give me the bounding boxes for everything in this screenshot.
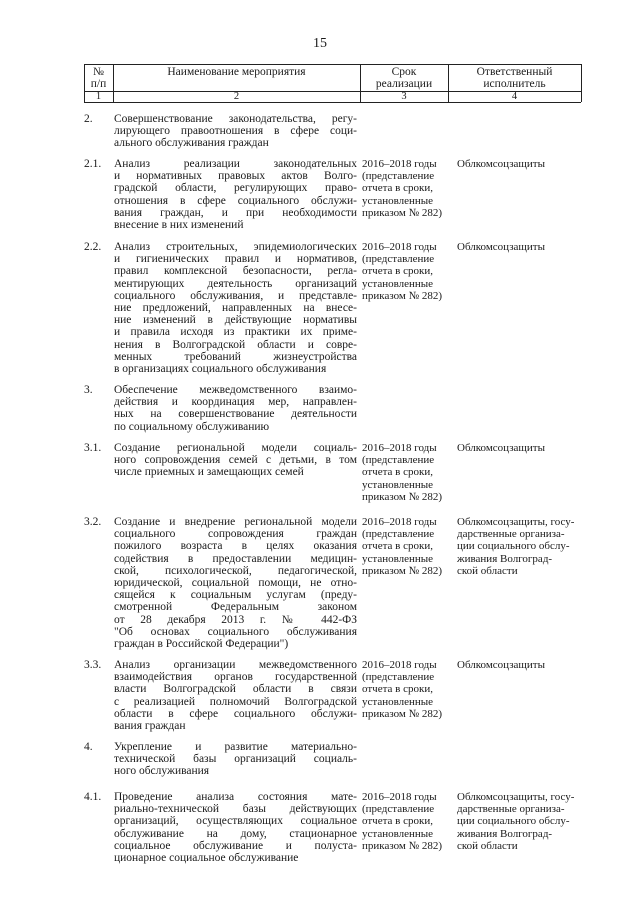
responsible-executor-line: Облкомсоцзащиты	[457, 659, 545, 671]
header-bottom-rule	[84, 102, 581, 103]
activity-name-line: ской, психологической, педагогической,	[114, 564, 357, 577]
implementation-term-line: приказом № 282)	[362, 839, 443, 852]
header-top-rule	[84, 64, 581, 65]
responsible-executor-line: дарственные организа-	[457, 528, 565, 541]
header-executor-col: Ответственный исполнитель	[476, 66, 553, 90]
activity-name-line: от 28 декабря 2013 г. № 442-ФЗ	[114, 613, 357, 626]
item-number: 3.3.	[84, 659, 102, 671]
responsible-executor-line: Облкомсоцзащиты, госу-	[457, 791, 575, 803]
activity-name-line: Обеспечение межведомственного взаимо-	[114, 384, 357, 396]
activity-name	[114, 158, 357, 231]
activity-name-line: пожилого возраста в целях оказания	[114, 540, 357, 553]
implementation-term-line: 2016–2018 годы	[362, 516, 437, 528]
implementation-term-line: установленные	[362, 194, 434, 207]
activity-name	[114, 442, 357, 479]
implementation-term-line: приказом № 282)	[362, 289, 443, 302]
activity-name-line: ционарное социальное обслуживание	[114, 852, 299, 865]
responsible-executor-line: ции социального обслу-	[457, 540, 570, 553]
implementation-term-line: отчета в сроки,	[362, 265, 433, 278]
implementation-term-line: (представление	[362, 454, 435, 467]
implementation-term-line: (представление	[362, 253, 435, 266]
activity-name-line: взаимодействия органов государственной	[114, 671, 357, 684]
responsible-executor	[457, 516, 585, 577]
page-number: 15	[313, 36, 327, 51]
responsible-executor-line: ции социального обслу-	[457, 815, 570, 828]
activity-name-line: смотренной Федеральным законом	[114, 601, 357, 614]
implementation-term-line: 2016–2018 годы	[362, 442, 437, 454]
activity-name-line: организаций, осуществляющих социальное	[114, 815, 357, 828]
activity-name	[114, 791, 357, 864]
item-number: 4.	[84, 741, 93, 753]
activity-name	[114, 113, 357, 150]
implementation-term-line: установленные	[362, 695, 434, 708]
activity-name-line: ного обслуживания	[114, 765, 210, 778]
activity-name-line: ных на совершенствование деятельности	[114, 408, 357, 421]
implementation-term-line: установленные	[362, 478, 434, 491]
implementation-term-line: (представление	[362, 528, 435, 541]
item-number: 3.2.	[84, 516, 102, 528]
column-number-4: 4	[511, 91, 518, 102]
responsible-executor-line: Облкомсоцзащиты	[457, 442, 545, 454]
activity-name-line: правил комплексной безопасности, регла-	[114, 265, 357, 278]
activity-name	[114, 241, 357, 375]
activity-name-line: Анализ организации межведомственного	[114, 659, 357, 671]
header-number-col: № п/п	[90, 66, 107, 90]
activity-name-line: Проведение анализа состояния мате-	[114, 791, 357, 803]
responsible-executor	[457, 791, 585, 852]
table-header	[84, 64, 581, 102]
activity-name-line: ние предложений, направленных на внесе-	[114, 302, 357, 315]
implementation-term-line: (представление	[362, 803, 435, 816]
activity-name-line: социального сопровождения граждан	[114, 528, 357, 541]
implementation-term-line: отчета в сроки,	[362, 182, 433, 195]
item-number: 3.1.	[84, 442, 102, 454]
activity-name-line: и гигиенических правил и нормативов,	[114, 253, 357, 266]
implementation-term-line: отчета в сроки,	[362, 466, 433, 479]
responsible-executor-line: ской области	[457, 564, 518, 577]
responsible-executor-line: ской области	[457, 839, 518, 852]
implementation-term-line: 2016–2018 годы	[362, 158, 437, 170]
implementation-term-line: отчета в сроки,	[362, 683, 433, 696]
activity-name	[114, 659, 357, 732]
implementation-term-line: установленные	[362, 552, 434, 565]
responsible-executor	[457, 659, 585, 671]
activity-name-line: нения в Волгоградской области и совре-	[114, 338, 357, 351]
activity-name-line: и нормативных правовых актов Волго-	[114, 170, 357, 183]
activity-name-line: с реализацией полномочий Волгоградской	[114, 695, 357, 708]
item-number: 4.1.	[84, 791, 102, 803]
implementation-term-line: 2016–2018 годы	[362, 241, 437, 253]
header-divider	[581, 64, 582, 102]
implementation-term-line: (представление	[362, 671, 435, 684]
responsible-executor-line: живания Волгоград-	[457, 827, 553, 840]
responsible-executor-line: Облкомсоцзащиты	[457, 241, 545, 253]
activity-name-line: социальное обслуживание и полуста-	[114, 839, 357, 852]
activity-name-line: по социальному обслуживанию	[114, 420, 270, 433]
implementation-term-line: отчета в сроки,	[362, 815, 433, 828]
activity-name-line: области в сфере социального обслужи-	[114, 707, 357, 720]
implementation-term	[362, 659, 454, 720]
activity-name	[114, 516, 357, 650]
activity-name-line: сящейся к социальным услугам (преду-	[114, 589, 357, 602]
responsible-executor-line: Облкомсоцзащиты	[457, 158, 545, 170]
implementation-term-line: отчета в сроки,	[362, 540, 433, 553]
header-name-col: Наименование мероприятия	[167, 66, 306, 78]
activity-name-line: Анализ реализации законодательных	[114, 158, 357, 170]
implementation-term	[362, 516, 454, 577]
activity-name-line: Анализ строительных, эпидемиологических	[114, 241, 357, 253]
activity-name	[114, 741, 357, 778]
implementation-term-line: установленные	[362, 827, 434, 840]
activity-name-line: Создание и внедрение региональной модели	[114, 516, 357, 528]
column-number-1: 1	[95, 91, 102, 102]
activity-name-line: граждан в Российской Федерации")	[114, 638, 289, 651]
activity-name-line: ние изменений в действующие нормативы	[114, 314, 357, 327]
responsible-executor-line: живания Волгоград-	[457, 552, 553, 565]
responsible-executor-line: дарственные организа-	[457, 803, 565, 816]
activity-name-line: юридической, социальной помощи, не отно-	[114, 577, 357, 590]
activity-name-line: Создание региональной модели социаль-	[114, 442, 357, 454]
item-number: 3.	[84, 384, 93, 396]
implementation-term	[362, 791, 454, 852]
activity-name-line: содействия в предоставлении медицин-	[114, 552, 357, 565]
implementation-term-line: установленные	[362, 277, 434, 290]
item-number: 2.1.	[84, 158, 102, 170]
implementation-term	[362, 442, 454, 503]
activity-name-line: социального обслуживания, и представле-	[114, 289, 357, 302]
implementation-term-line: (представление	[362, 170, 435, 183]
implementation-term-line: приказом № 282)	[362, 564, 443, 577]
activity-name-line: ного сопровождения семей с детьми, в том	[114, 454, 357, 467]
activity-name	[114, 384, 357, 433]
activity-name-line: градской области, регулирующих право-	[114, 182, 357, 195]
header-term-col: Срок реализации	[375, 66, 433, 90]
activity-name-line: ального обслуживания граждан	[114, 137, 269, 150]
activity-name-line: менных требований жизнеустройства	[114, 350, 357, 363]
responsible-executor	[457, 158, 585, 170]
activity-name-line: отношения в сфере социального обслужи-	[114, 194, 357, 207]
responsible-executor	[457, 442, 585, 454]
responsible-executor-line: Облкомсоцзащиты, госу-	[457, 516, 575, 528]
activity-name-line: в организациях социального обслуживания	[114, 363, 327, 376]
responsible-executor	[457, 241, 585, 253]
item-number: 2.2.	[84, 241, 102, 253]
activity-name-line: технической базы организаций социаль-	[114, 753, 357, 766]
implementation-term-line: приказом № 282)	[362, 490, 443, 503]
implementation-term	[362, 158, 454, 219]
implementation-term-line: 2016–2018 годы	[362, 659, 437, 671]
implementation-term-line: 2016–2018 годы	[362, 791, 437, 803]
activity-name-line: Укрепление и развитие материально-	[114, 741, 357, 753]
implementation-term-line: приказом № 282)	[362, 707, 443, 720]
activity-name-line: Совершенствование законодательства, регу-	[114, 113, 357, 125]
column-number-3: 3	[401, 91, 407, 102]
activity-name-line: ментирующих деятельность организаций	[114, 277, 357, 290]
activity-name-line: вания граждан, и при необходимости	[114, 206, 357, 219]
activity-name-line: внесение в них изменений	[114, 219, 244, 232]
item-number: 2.	[84, 113, 93, 125]
activity-name-line: риально-технической базы действующих	[114, 803, 357, 816]
activity-name-line: власти Волгоградской области в связи	[114, 683, 357, 696]
activity-name-line: лирующего правоотношения в сфере соци-	[114, 125, 357, 138]
activity-name-line: числе приемных и замещающих семей	[114, 466, 304, 479]
activity-name-line: и правила исходя из практики их приме-	[114, 326, 357, 339]
column-number-2: 2	[233, 91, 240, 102]
activity-name-line: действия и координация мер, направлен-	[114, 396, 357, 409]
implementation-term-line: приказом № 282)	[362, 206, 443, 219]
activity-name-line: вания граждан	[114, 720, 186, 733]
activity-name-line: обслуживание на дому, стационарное	[114, 827, 357, 840]
activity-name-line: "Об основах социального обслуживания	[114, 625, 357, 638]
implementation-term	[362, 241, 454, 302]
